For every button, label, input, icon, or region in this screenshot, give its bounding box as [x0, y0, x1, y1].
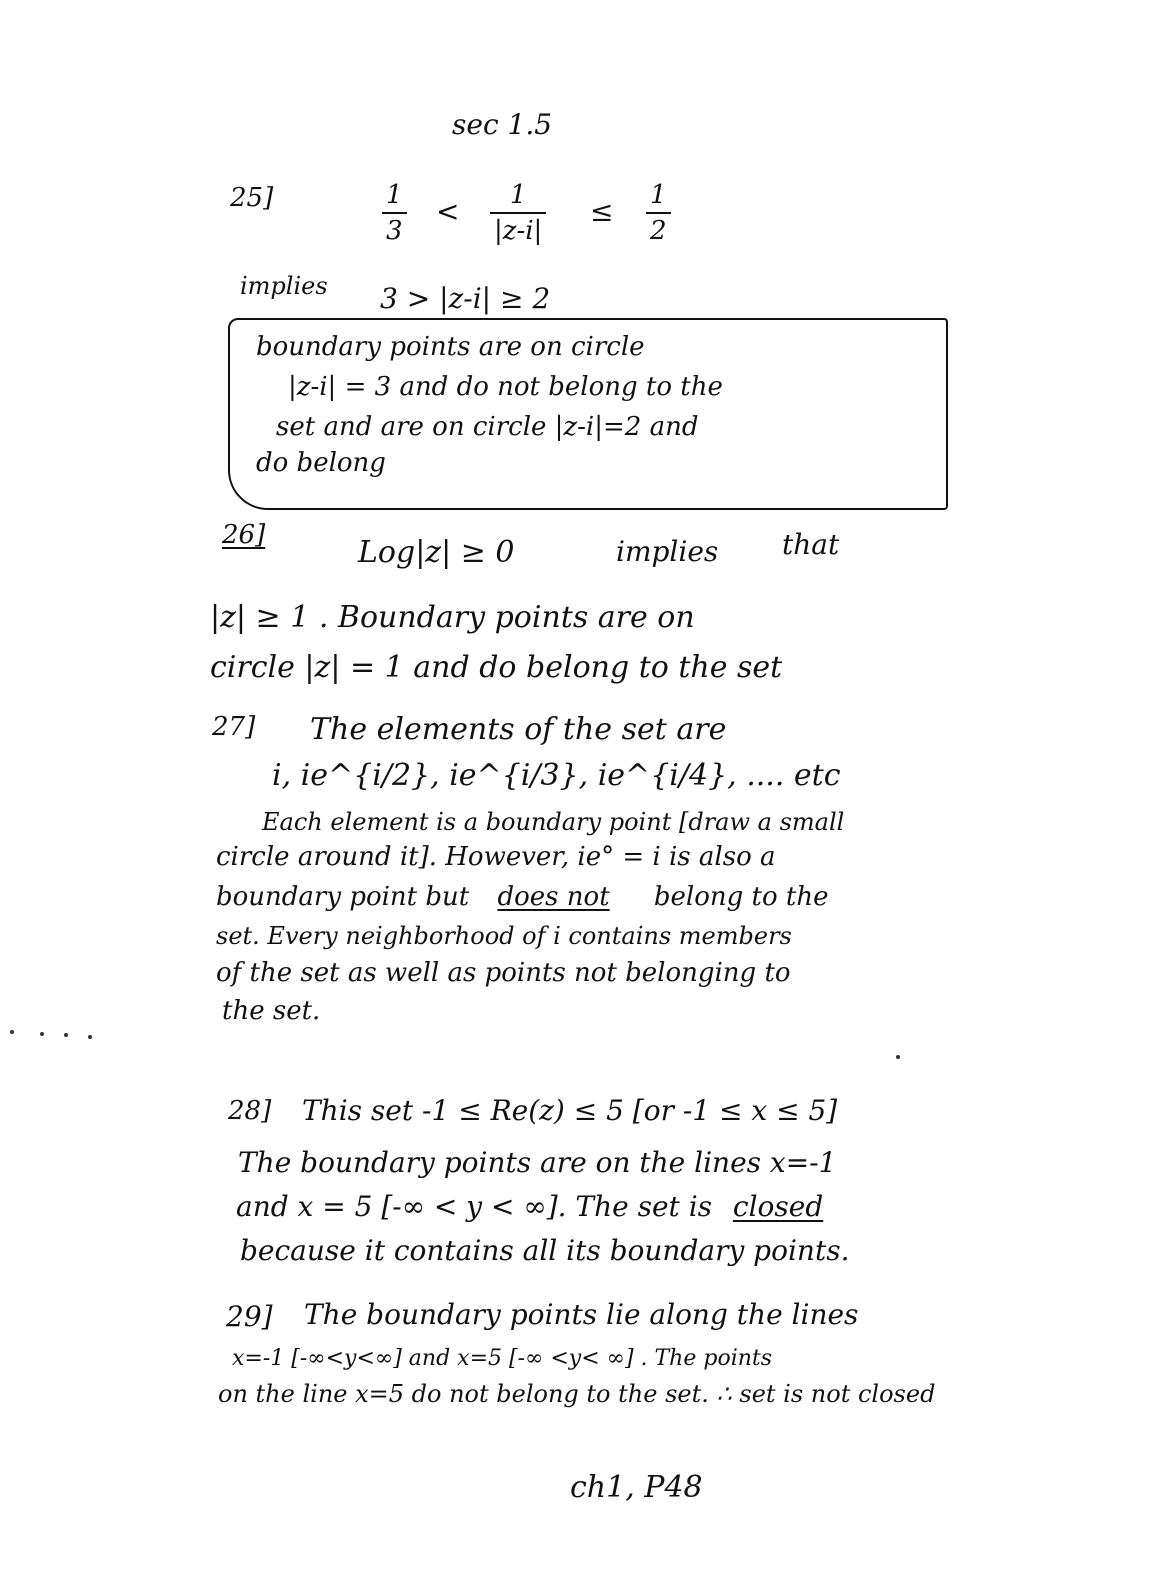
p28-line-3-start: and x = 5 [-∞ < y < ∞]. The set is	[236, 1190, 713, 1223]
p26-line-2: circle |z| = 1 and do belong to the set	[210, 650, 783, 685]
p28-line-3	[236, 1190, 823, 1223]
p27-line-3: Each element is a boundary point [draw a small	[262, 808, 845, 836]
p28-line-1: This set -1 ≤ Re(z) ≤ 5 [or -1 ≤ x ≤ 5]	[302, 1094, 838, 1127]
problem-27-label: 27]	[212, 712, 256, 742]
scan-dot	[64, 1033, 68, 1037]
fraction-bar	[646, 212, 671, 214]
problem-28-label: 28]	[228, 1096, 272, 1126]
fraction-bar	[382, 212, 407, 214]
fraction-one-over-mod	[490, 180, 546, 246]
scan-dot	[40, 1032, 44, 1036]
p27-line-6: set. Every neighborhood of i contains members	[216, 922, 792, 950]
fraction-bar	[490, 212, 546, 214]
fraction-denominator: |z-i|	[494, 216, 543, 246]
p27-line-8: the set.	[222, 996, 321, 1026]
p27-line-5-end: belong to the	[653, 882, 829, 912]
fraction-denominator: 3	[386, 216, 403, 246]
implies-word: implies	[240, 272, 328, 300]
scan-dot	[88, 1035, 92, 1039]
box-line-3: set and are on circle |z-i|=2 and	[276, 412, 699, 442]
closed-underlined: closed	[732, 1190, 824, 1223]
p27-line-2: i, ie^{i/2}, ie^{i/3}, ie^{i/4}, .... etc	[272, 758, 841, 793]
fraction-numerator: 1	[509, 180, 527, 210]
p28-line-4: because it contains all its boundary points.	[240, 1234, 850, 1267]
p27-line-4: circle around it]. However, ie° = i is also a	[216, 842, 776, 872]
that-word: that	[782, 528, 840, 561]
scan-dot	[10, 1030, 14, 1034]
p27-line-5-start: boundary point but	[216, 882, 470, 912]
fraction-one-half	[646, 180, 671, 246]
p26-line-1: |z| ≥ 1 . Boundary points are on	[210, 600, 695, 635]
p28-line-2: The boundary points are on the lines x=-1	[238, 1146, 837, 1179]
p29-line-1: The boundary points lie along the lines	[304, 1298, 859, 1331]
fraction-denominator: 2	[650, 216, 667, 246]
problem-26-label: 26]	[222, 520, 266, 550]
implies-expression: 3 > |z-i| ≥ 2	[380, 282, 551, 315]
p27-line-7: of the set as well as points not belonging to	[216, 958, 791, 988]
box-line-4: do belong	[256, 448, 386, 478]
problem-25-label: 25]	[230, 183, 274, 213]
p27-line-5	[216, 882, 829, 912]
page-footer: ch1, P48	[570, 1470, 703, 1505]
section-header: sec 1.5	[452, 108, 553, 141]
fraction-one-third	[382, 180, 407, 246]
fraction-numerator: 1	[386, 180, 403, 210]
box-line-2: |z-i| = 3 and do not belong to the	[288, 372, 723, 402]
box-line-1: boundary points are on circle	[256, 332, 645, 362]
log-inequality: Log|z| ≥ 0	[358, 535, 515, 570]
p29-line-3: on the line x=5 do not belong to the set. ∴ set is not closed	[218, 1380, 936, 1408]
problem-29-label: 29]	[226, 1300, 273, 1333]
less-than-sign: <	[436, 195, 460, 228]
scan-dot	[896, 1055, 900, 1059]
less-equal-sign: ≤	[590, 195, 614, 228]
fraction-numerator: 1	[650, 180, 667, 210]
p27-line-1: The elements of the set are	[310, 712, 727, 747]
p29-line-2: x=-1 [-∞<y<∞] and x=5 [-∞ <y< ∞] . The points	[232, 1346, 773, 1371]
implies-word-26: implies	[616, 535, 719, 568]
does-not-underlined: does not	[497, 882, 610, 912]
